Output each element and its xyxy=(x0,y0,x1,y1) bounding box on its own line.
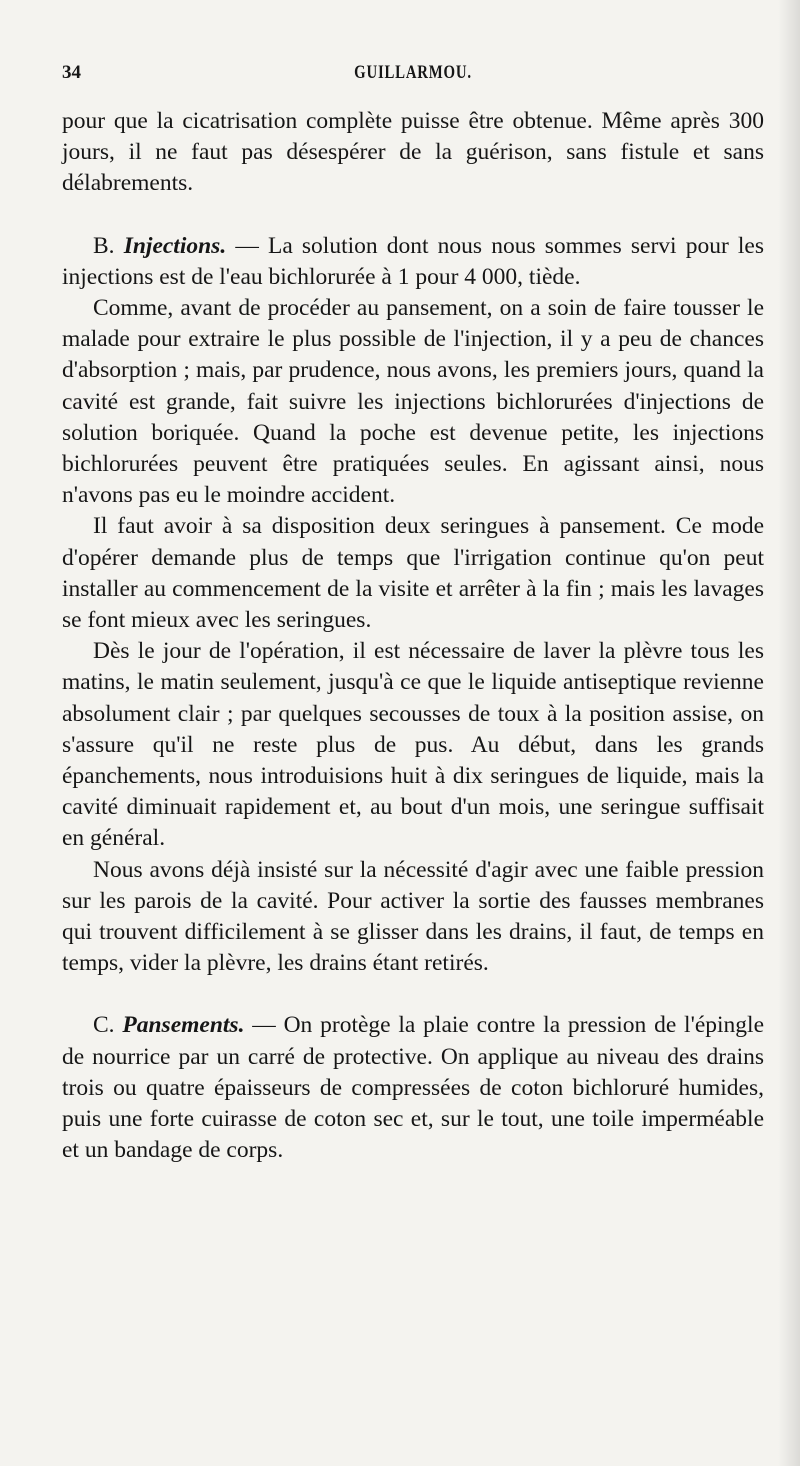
page-header xyxy=(62,58,764,88)
paragraph-continuation: pour que la cicatrisation complète puisse être obtenue. Même après 300 jours, il ne faut pas désespérer de la guérison, sans fistule et sans délabrements. xyxy=(62,108,764,197)
paragraph-text: — La solution dont nous nous sommes servi pour les injections est de l'eau bichlorurée à 1 pour 4 000, tiède. xyxy=(62,232,765,290)
page-edge-shadow xyxy=(778,0,800,1466)
section-letter-c: C. xyxy=(93,1012,115,1039)
page-body xyxy=(62,106,764,1167)
section-letter-b: B. xyxy=(93,232,115,259)
paragraph-lavage: Dès le jour de l'opération, il est nécessaire de laver la plèvre tous les matins, le matin seulement, jusqu'à ce que le liquide antiseptique revienne absolument clair ; par quelques secousses de toux à la position assise, on s'assure qu'il ne reste plus de pus. Au début, dans les grands épanchements, nous introduisions huit à dix seringues de liquide, mais la cavité diminuait rapidement et, au bout d'un mois, une seringue suffisait en général. xyxy=(62,638,764,852)
paragraph-absorption: Comme, avant de procéder au pansement, on a soin de faire tousser le malade pour extraire le plus possible de l'injection, il y a peu de chances d'absorption ; mais, par prudence, nous avons, les premiers jours, quand la cavité est grande, fait suivre les injections bichlorurées d'injections de solution boriquée. Quand la poche est devenue petite, les injections bichlorurées peuvent être pratiquées seules. En agissant ainsi, nous n'avons pas eu le moindre accident. xyxy=(62,295,764,509)
page-number: 34 xyxy=(62,62,81,83)
paragraph-seringues: Il faut avoir à sa disposition deux seringues à pansement. Ce mode d'opérer demande plus de temps que l'irrigation continue qu'on peut installer au commencement de la visite et arrêter à la fin ; mais les lavages se font mieux avec les seringues. xyxy=(62,513,764,634)
paragraph-injections xyxy=(62,231,764,293)
paragraph-pression: Nous avons déjà insisté sur la nécessité d'agir avec une faible pression sur les parois de la cavité. Pour activer la sortie des fausses membranes qui trouvent difficilement à se glisser dans les drains, il faut, de temps en temps, vider la plèvre, les drains étant retirés. xyxy=(62,856,764,977)
running-head: GUILLARMOU. xyxy=(354,62,472,83)
paragraph-pansements xyxy=(62,1010,764,1166)
section-title-pansements: Pansements. xyxy=(122,1012,245,1039)
section-title-injections: Injections. xyxy=(123,232,227,259)
paragraph-text: — On protège la plaie contre la pression de l'épingle de nourrice par un carré de protective. On applique au niveau des drains trois ou quatre épaisseurs de compressées de coton bichloruré humides, puis une forte cuirasse de coton sec et, sur le tout, une toile imperméable et un bandage de corps. xyxy=(62,1012,764,1164)
